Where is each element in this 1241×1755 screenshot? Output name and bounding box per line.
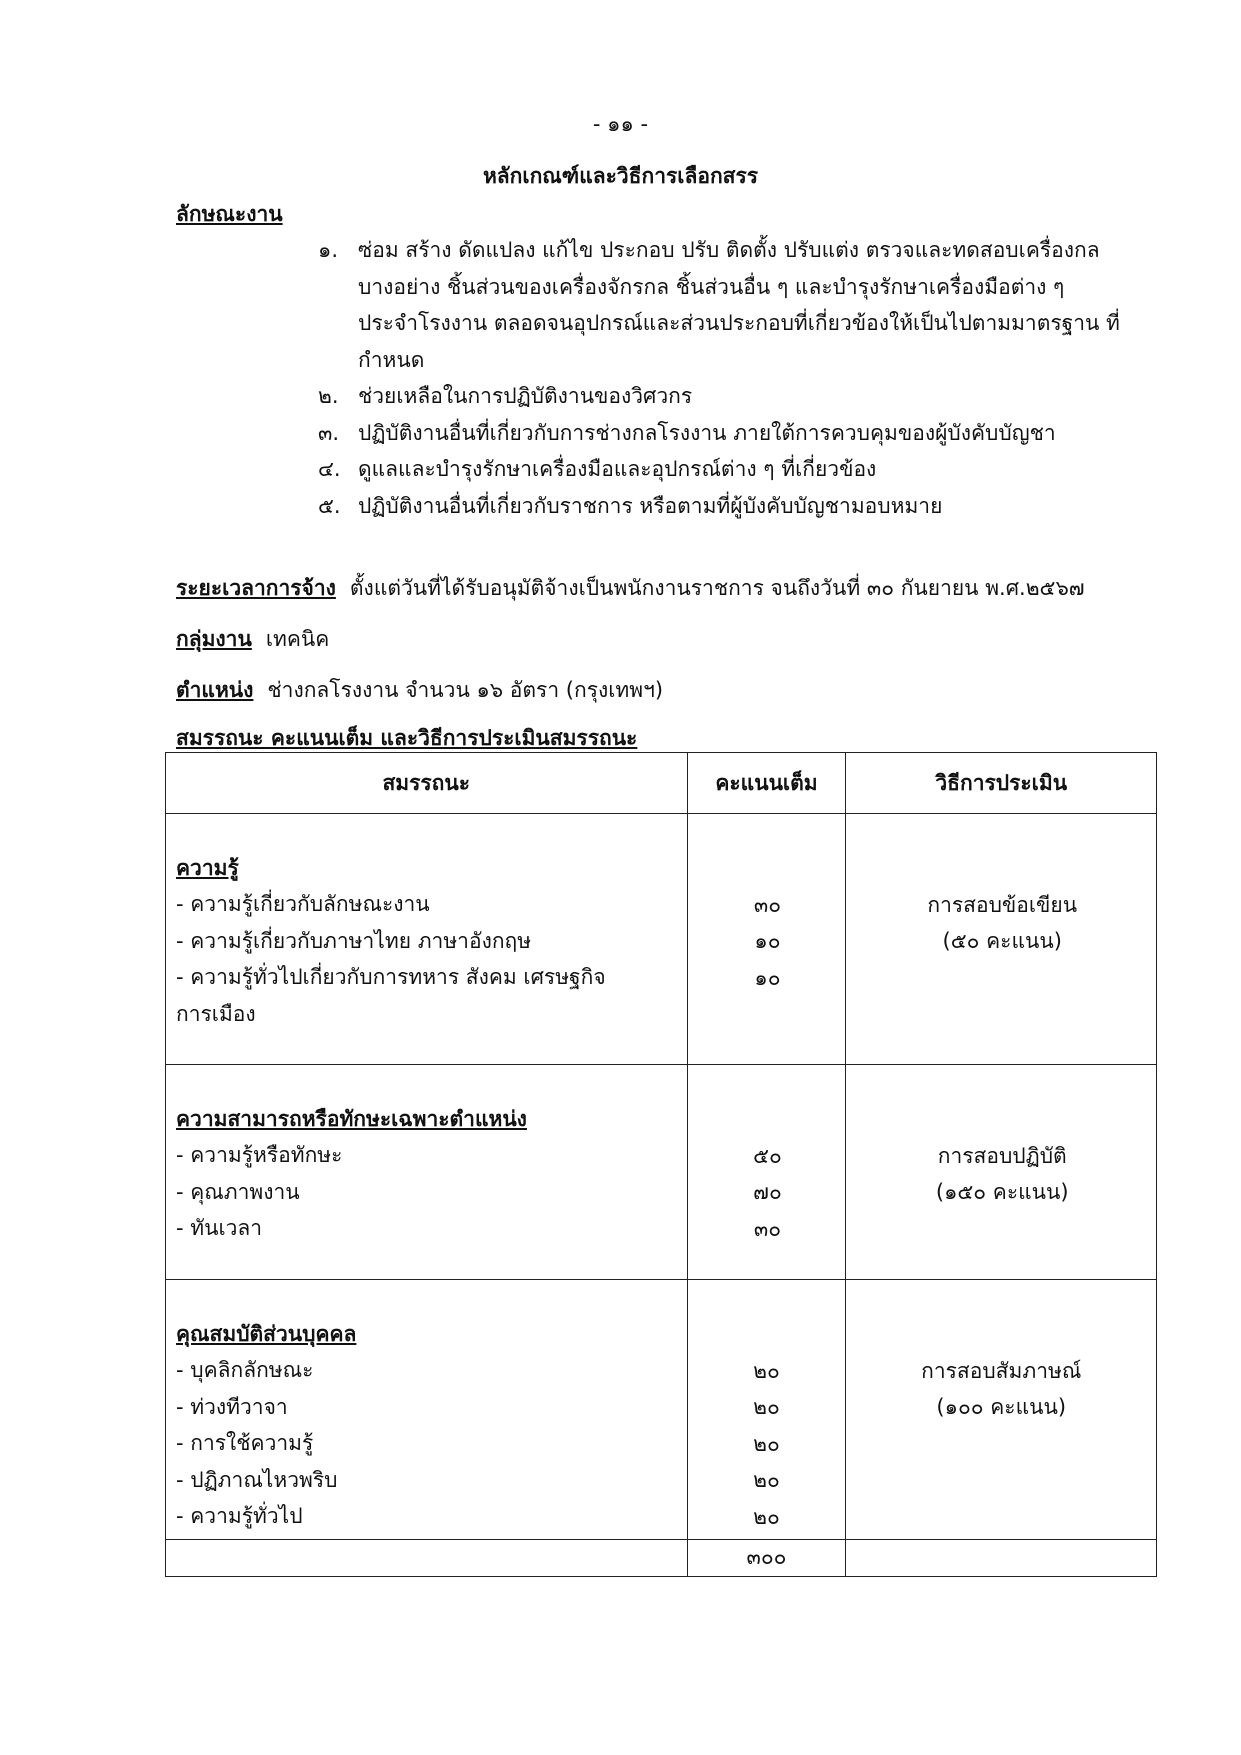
total-score: ๓๐๐ xyxy=(687,1540,846,1577)
method-cell: การสอบสัมภาษณ์ (๑๐๐ คะแนน) xyxy=(846,1280,1157,1540)
list-item: ๓. ปฏิบัติงานอื่นที่เกี่ยวกับการช่างกลโรงงาน ภายใต้การควบคุมของผู้บังคับบัญชา xyxy=(318,420,1056,445)
competency-cell: ความสามารถหรือทักษะเฉพาะตำแหน่ง - ความรู้หรือทักษะ - คุณภาพงาน - ทันเวลา xyxy=(166,1065,688,1280)
job-duty-list xyxy=(318,232,1128,524)
score-cell: ๕๐ ๗๐ ๓๐ xyxy=(687,1065,846,1280)
work-group: กลุ่มงาน เทคนิค xyxy=(176,627,330,651)
table-row xyxy=(166,1280,1157,1540)
competency-table xyxy=(165,752,1157,1577)
job-description-heading: ลักษณะงาน xyxy=(176,202,283,226)
competency-cell: คุณสมบัติส่วนบุคคล - บุคลิกลักษณะ - ท่วงทีวาจา - การใช้ความรู้ - ปฏิภาณไหวพริบ - ความรู้ทั่วไป xyxy=(166,1280,688,1540)
table-row xyxy=(166,814,1157,1065)
header-full-score: คะแนนเต็ม xyxy=(687,753,846,814)
list-item: ๕. ปฏิบัติงานอื่นที่เกี่ยวกับราชการ หรือตามที่ผู้บังคับบัญชามอบหมาย xyxy=(318,493,943,518)
position-info: ตำแหน่ง ช่างกลโรงงาน จำนวน ๑๖ อัตรา (กรุงเทพฯ) xyxy=(176,678,664,702)
document-title: หลักเกณฑ์และวิธีการเลือกสรร xyxy=(482,164,759,188)
header-competency: สมรรถนะ xyxy=(166,753,688,814)
method-cell: การสอบข้อเขียน (๕๐ คะแนน) xyxy=(846,814,1157,1065)
total-row xyxy=(166,1540,1157,1577)
employment-period: ระยะเวลาการจ้าง ตั้งแต่วันที่ได้รับอนุมัติจ้างเป็นพนักงานราชการ จนถึงวันที่ ๓๐ กันยายน พ.ศ.๒๕๖๗ xyxy=(176,576,1085,600)
score-cell: ๒๐ ๒๐ ๒๐ ๒๐ ๒๐ xyxy=(687,1280,846,1540)
page-number: - ๑๑ - xyxy=(592,112,649,136)
competency-heading: สมรรถนะ คะแนนเต็ม และวิธีการประเมินสมรรถนะ xyxy=(176,726,638,750)
header-method: วิธีการประเมิน xyxy=(846,753,1157,814)
total-method-cell xyxy=(846,1540,1157,1577)
list-item: ๒. ช่วยเหลือในการปฏิบัติงานของวิศวกร xyxy=(318,384,693,408)
table-row xyxy=(166,1065,1157,1280)
competency-cell: ความรู้ - ความรู้เกี่ยวกับลักษณะงาน - ความรู้เกี่ยวกับภาษาไทย ภาษาอังกฤษ - ความรู้ทั่วไปเกี่ยวกับการทหาร สังคม เศรษฐกิจ การเมือง xyxy=(166,814,688,1065)
list-item: ๑. ซ่อม สร้าง ดัดแปลง แก้ไข ประกอบ ปรับ ติดตั้ง ปรับแต่ง ตรวจและทดสอบเครื่องกล บางอย่าง ชิ้นส่วนของเครื่องจักรกล ชิ้นส่วนอื่น ๆ และบำรุงรักษาเครื่องมือต่าง ๆ ประจำโรงงาน ตลอดจนอุปกรณ์และส่วนประกอบที่เกี่ยวข้องให้เป็นไปตามมาตรฐาน ที่กำหนด xyxy=(318,238,1120,372)
list-item: ๔. ดูแลและบำรุงรักษาเครื่องมือและอุปกรณ์ต่าง ๆ ที่เกี่ยวข้อง xyxy=(318,457,877,481)
method-cell: การสอบปฏิบัติ (๑๕๐ คะแนน) xyxy=(846,1065,1157,1280)
score-cell: ๓๐ ๑๐ ๑๐ xyxy=(687,814,846,1065)
total-label-cell xyxy=(166,1540,688,1577)
